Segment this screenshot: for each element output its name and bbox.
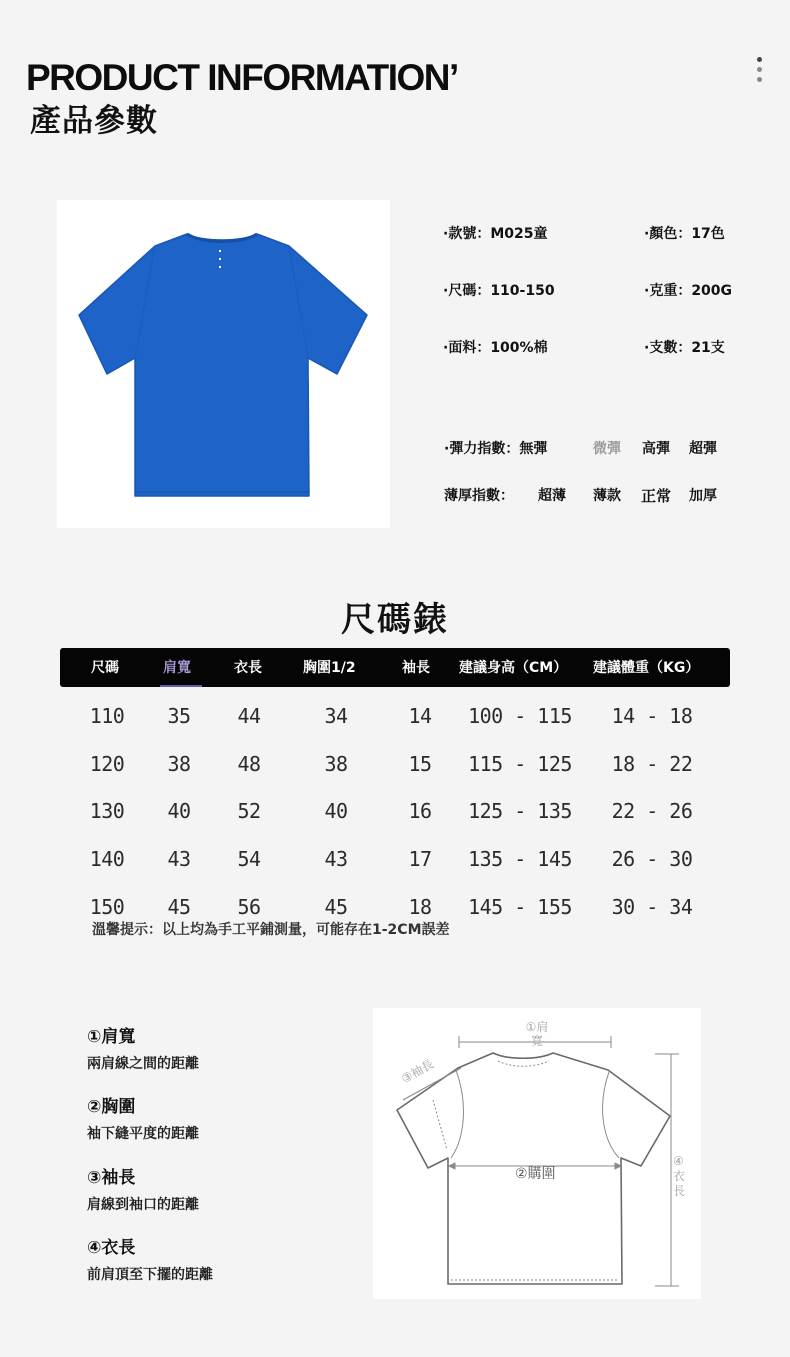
thickness-label: 薄厚指數：	[444, 488, 514, 504]
spec-weight: ·克重：200G	[644, 283, 733, 299]
table-cell: 110	[89, 704, 125, 728]
table-cell: 35	[167, 704, 191, 728]
header-height: 建議身高（CM）	[459, 660, 568, 676]
legend-title: ④衣長	[87, 1238, 136, 1258]
table-cell: 44	[237, 704, 261, 728]
header-underline	[160, 685, 202, 687]
measurement-tip: 溫馨提示：以上均為手工平鋪測量，可能存在1-2CM誤差	[92, 922, 450, 938]
legend-desc: 袖下縫平度的距離	[87, 1126, 199, 1142]
legend-title: ③袖長	[87, 1168, 136, 1188]
thickness-option: 加厚	[689, 488, 717, 504]
measurement-diagram	[373, 1008, 701, 1299]
table-cell: 38	[167, 752, 191, 776]
table-cell: 45	[324, 895, 348, 919]
table-cell: 14	[408, 704, 432, 728]
table-cell: 34	[324, 704, 348, 728]
header-size: 尺碼	[91, 660, 119, 676]
table-cell: 145 - 155	[468, 895, 572, 919]
spec-color: ·顏色：17色	[644, 226, 725, 242]
elasticity-option: 微彈	[593, 441, 621, 457]
elasticity-option: 高彈	[642, 441, 670, 457]
tshirt-outline-diagram	[373, 1008, 701, 1299]
table-cell: 125 - 135	[468, 799, 572, 823]
table-cell: 150	[89, 895, 125, 919]
legend-desc: 肩線到袖口的距離	[87, 1197, 199, 1213]
table-cell: 40	[167, 799, 191, 823]
table-cell: 18 - 22	[611, 752, 693, 776]
diagram-label-length: ④衣長	[673, 1154, 686, 1198]
header-sleeve: 袖長	[402, 660, 430, 676]
table-cell: 43	[167, 847, 191, 871]
elasticity-option: 超彈	[689, 441, 717, 457]
spec-count: ·支數：21支	[644, 340, 725, 356]
product-image-card	[57, 200, 390, 528]
table-cell: 45	[167, 895, 191, 919]
table-cell: 115 - 125	[468, 752, 572, 776]
legend-desc: 兩肩線之間的距離	[87, 1056, 199, 1072]
spec-size: ·尺碼：110-150	[443, 283, 555, 299]
table-cell: 38	[324, 752, 348, 776]
page-title-en: PRODUCT INFORMATION’	[26, 57, 458, 98]
diagram-label-chest: ②購圍	[515, 1166, 556, 1182]
elasticity-label: ·彈力指數：無彈	[444, 441, 548, 457]
legend-desc: 前肩頂至下擺的距離	[87, 1267, 213, 1283]
thickness-option: 薄款	[593, 488, 621, 504]
header-shoulder: 肩寬	[163, 660, 191, 676]
table-cell: 43	[324, 847, 348, 871]
table-cell: 30 - 34	[611, 895, 693, 919]
table-cell: 14 - 18	[611, 704, 693, 728]
table-cell: 52	[237, 799, 261, 823]
table-cell: 100 - 115	[468, 704, 572, 728]
table-cell: 54	[237, 847, 261, 871]
thickness-option: 超薄	[538, 488, 566, 504]
header-chest: 胸圍1/2	[303, 660, 356, 676]
table-cell: 17	[408, 847, 432, 871]
thickness-option-selected: 正常	[641, 487, 672, 505]
page-title-zh: 產品參數	[30, 103, 158, 139]
size-table-header	[60, 648, 730, 687]
table-cell: 56	[237, 895, 261, 919]
table-cell: 18	[408, 895, 432, 919]
diagram-label-shoulder: ①肩寬	[525, 1020, 549, 1048]
spec-fabric: ·面料：100%棉	[443, 340, 548, 356]
size-chart-title: 尺碼錶	[341, 600, 449, 640]
header-weight: 建議體重（KG）	[593, 660, 700, 676]
header-length: 衣長	[234, 660, 262, 676]
table-cell: 120	[89, 752, 125, 776]
table-cell: 135 - 145	[468, 847, 572, 871]
table-cell: 140	[89, 847, 125, 871]
diagram-label-sleeve: ③袖長	[399, 1056, 437, 1087]
tshirt-image	[77, 230, 370, 500]
table-cell: 22 - 26	[611, 799, 693, 823]
legend-title: ②胸圍	[87, 1097, 136, 1117]
table-cell: 16	[408, 799, 432, 823]
table-cell: 48	[237, 752, 261, 776]
table-cell: 15	[408, 752, 432, 776]
spec-style-no: ·款號：M025童	[443, 226, 548, 242]
more-menu-icon[interactable]	[755, 57, 765, 87]
legend-title: ①肩寬	[87, 1027, 136, 1047]
table-cell: 40	[324, 799, 348, 823]
table-cell: 130	[89, 799, 125, 823]
table-cell: 26 - 30	[611, 847, 693, 871]
